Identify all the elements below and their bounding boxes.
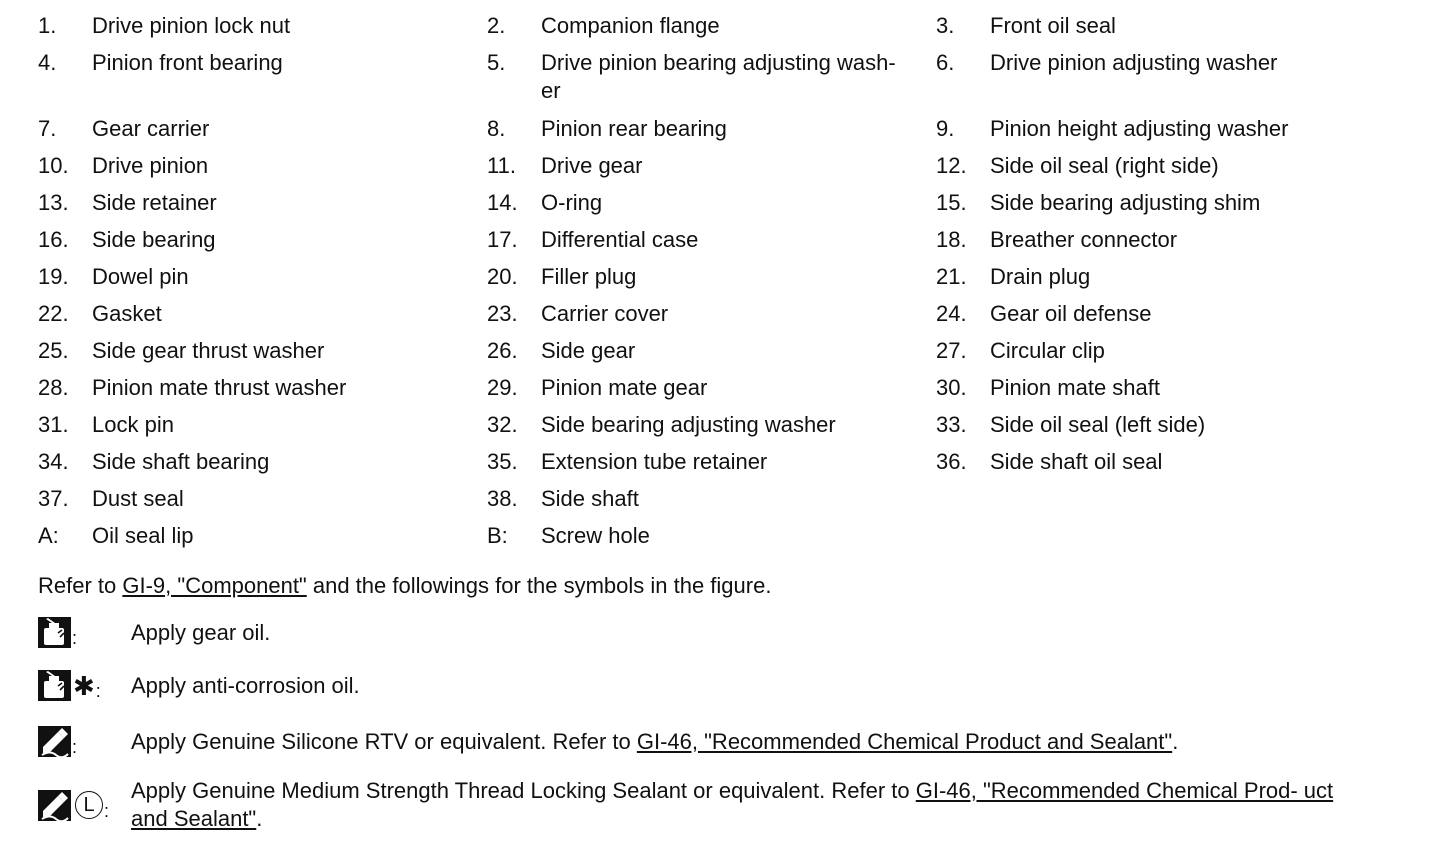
legend-item-number: 23.	[487, 301, 518, 326]
silicone-text-after: .	[1172, 728, 1179, 754]
legend-item-number: 16.	[38, 227, 69, 252]
legend-item-label: Pinion height adjusting washer	[990, 116, 1289, 141]
legend-item-number: 31.	[38, 412, 69, 437]
legend-item-label: Drive gear	[541, 153, 643, 178]
oil-can-icon	[38, 617, 71, 648]
legend-item-number: 28.	[38, 375, 69, 400]
legend-item-number: 15.	[936, 190, 967, 215]
legend-item-number	[936, 485, 990, 513]
legend-item-label: Pinion mate gear	[541, 375, 708, 400]
legend-item-label: Pinion mate thrust washer	[92, 375, 347, 400]
legend-item-number: 17.	[487, 227, 518, 252]
refer-text-after: and the followings for the symbols in the figure.	[306, 573, 772, 598]
asterisk-icon: ✱	[73, 670, 95, 701]
sealant-link-2[interactable]: GI-46, "Recommended Chemical Prod- uct and Sealant"	[131, 778, 1334, 831]
legend-item-number: 34.	[38, 449, 69, 474]
legend-item	[38, 12, 487, 40]
symbol-silicone-rtv	[38, 726, 1371, 757]
legend-row	[38, 337, 1418, 365]
legend-item	[936, 49, 1385, 105]
legend-item-number: 6.	[936, 50, 955, 75]
legend-item-label: Breather connector	[990, 227, 1178, 252]
legend-item-label: Differential case	[541, 227, 699, 252]
legend-item-label: Side bearing	[92, 227, 216, 252]
legend-item-number: 9.	[936, 116, 955, 141]
legend-row	[38, 152, 1418, 180]
legend-item	[936, 115, 1385, 143]
legend-item-number	[936, 522, 990, 550]
legend-item	[487, 152, 936, 180]
legend-item-label: Side shaft oil seal	[990, 449, 1163, 474]
legend-item-label: Dust seal	[92, 486, 184, 511]
legend-item-label: Side shaft bearing	[92, 449, 270, 474]
symbol-colon: :	[72, 628, 78, 648]
legend-item-number: 30.	[936, 375, 967, 400]
legend-item-label: Side gear	[541, 338, 636, 363]
legend-item-number: 5.	[487, 50, 506, 75]
thread-lock-text-before: Apply Genuine Medium Strength Thread Locking Sealant or equivalent. Refer to	[131, 778, 916, 803]
legend-item-label: Lock pin	[92, 412, 174, 437]
legend-item-number: 22.	[38, 301, 69, 326]
legend-item-number: 32.	[487, 412, 518, 437]
anti-corrosion-instruction: Apply anti-corrosion oil.	[131, 672, 360, 698]
legend-item	[936, 374, 1385, 402]
thread-lock-badge-letter: L	[83, 793, 95, 816]
legend-item	[38, 300, 487, 328]
legend-item-label: Pinion front bearing	[92, 50, 283, 75]
legend-item-label: Drive pinion lock nut	[92, 13, 291, 38]
legend-row	[38, 263, 1418, 291]
legend-item-label: Gear carrier	[92, 116, 210, 141]
thread-lock-instruction	[131, 777, 1371, 833]
legend-item-number: B:	[487, 523, 508, 548]
component-link[interactable]: GI-9, "Component"	[122, 573, 307, 598]
legend-item-number: 33.	[936, 412, 967, 437]
silicone-text-before: Apply Genuine Silicone RTV or equivalent. Refer to	[131, 728, 637, 754]
legend-item-number: 12.	[936, 153, 967, 178]
legend-item	[38, 189, 487, 217]
legend-item-number: 18.	[936, 227, 967, 252]
legend-row	[38, 189, 1418, 217]
legend-item	[936, 12, 1385, 40]
symbol-colon: :	[72, 737, 78, 757]
legend-item	[936, 189, 1385, 217]
legend-item	[487, 300, 936, 328]
legend-item	[38, 374, 487, 402]
legend-item-label: Gear oil defense	[990, 301, 1152, 326]
legend-item-label: Pinion rear bearing	[541, 116, 727, 141]
legend-item-number: 36.	[936, 449, 967, 474]
legend-item-number: 25.	[38, 338, 69, 363]
legend-item-label: Oil seal lip	[92, 523, 194, 548]
legend-item-number: 1.	[38, 13, 57, 38]
gear-oil-instruction: Apply gear oil.	[131, 619, 271, 645]
legend-item	[936, 411, 1385, 439]
legend-item	[38, 337, 487, 365]
legend-item	[38, 115, 487, 143]
legend-item-label: Dowel pin	[92, 264, 189, 289]
legend-item-label: Side oil seal (right side)	[990, 153, 1219, 178]
legend-item	[487, 115, 936, 143]
legend-item-label: Pinion mate shaft	[990, 375, 1160, 400]
legend-item-number: 37.	[38, 486, 69, 511]
legend-item-number: 24.	[936, 301, 967, 326]
legend-row	[38, 448, 1418, 476]
legend-item	[487, 485, 936, 513]
legend-item	[487, 337, 936, 365]
legend-item	[38, 448, 487, 476]
legend-item-label: Circular clip	[990, 338, 1105, 363]
parts-legend	[38, 12, 1418, 559]
legend-item-number: 3.	[936, 13, 955, 38]
legend-row	[38, 374, 1418, 402]
legend-item	[38, 49, 487, 105]
symbol-colon: :	[104, 800, 110, 821]
legend-item-label: Front oil seal	[990, 13, 1116, 38]
legend-item-label: Companion flange	[541, 13, 720, 38]
legend-item	[936, 522, 1385, 550]
legend-item	[487, 49, 936, 105]
legend-item	[487, 263, 936, 291]
legend-item	[38, 522, 487, 550]
legend-row	[38, 411, 1418, 439]
legend-item	[487, 12, 936, 40]
legend-item-label: Drive pinion adjusting washer	[990, 50, 1278, 75]
legend-item-label: Side gear thrust washer	[92, 338, 325, 363]
legend-row	[38, 522, 1418, 550]
legend-item-number: 21.	[936, 264, 967, 289]
legend-item	[936, 337, 1385, 365]
legend-item-label: Extension tube retainer	[541, 449, 768, 474]
legend-item	[487, 411, 936, 439]
legend-item	[936, 263, 1385, 291]
legend-item	[38, 485, 487, 513]
legend-item-label: Drive pinion	[92, 153, 209, 178]
sealant-icon	[38, 726, 71, 757]
legend-item	[936, 300, 1385, 328]
legend-item-label: O-ring	[541, 190, 603, 215]
symbols-reference	[38, 572, 771, 600]
symbol-anti-corrosion-oil	[38, 670, 1371, 701]
legend-item-number: 4.	[38, 50, 57, 75]
legend-item	[487, 448, 936, 476]
legend-item-number: 26.	[487, 338, 518, 363]
legend-item	[487, 374, 936, 402]
legend-item-label: Drain plug	[990, 264, 1091, 289]
legend-item	[38, 226, 487, 254]
legend-item-number: 13.	[38, 190, 69, 215]
legend-row	[38, 300, 1418, 328]
legend-item-label: Side bearing adjusting washer	[541, 412, 836, 437]
legend-item-number: 27.	[936, 338, 967, 363]
legend-item-number: A:	[38, 523, 59, 548]
thread-lock-text-after: .	[256, 806, 263, 831]
legend-item-label	[990, 485, 1370, 513]
legend-item	[38, 263, 487, 291]
legend-row	[38, 49, 1418, 105]
sealant-link[interactable]: GI-46, "Recommended Chemical Product and Sealant"	[636, 728, 1173, 754]
legend-item-number: 19.	[38, 264, 69, 289]
symbol-colon: :	[95, 681, 101, 701]
legend-item-number: 14.	[487, 190, 518, 215]
legend-item-number: 35.	[487, 449, 518, 474]
legend-item	[936, 152, 1385, 180]
legend-item-label: Side shaft	[541, 486, 639, 511]
symbol-gear-oil	[38, 617, 1371, 648]
legend-item	[936, 448, 1385, 476]
legend-item	[38, 411, 487, 439]
legend-item	[936, 226, 1385, 254]
legend-item-label: Filler plug	[541, 264, 637, 289]
legend-item	[487, 522, 936, 550]
legend-item-label	[990, 522, 1370, 550]
legend-item-number: 10.	[38, 153, 69, 178]
legend-item-number: 2.	[487, 13, 506, 38]
legend-row	[38, 226, 1418, 254]
legend-item-number: 8.	[487, 116, 506, 141]
legend-item-label: Side oil seal (left side)	[990, 412, 1206, 437]
legend-item-label: Drive pinion bearing adjusting wash- er	[541, 50, 896, 103]
legend-item	[936, 485, 1385, 513]
legend-item	[487, 226, 936, 254]
legend-item-label: Carrier cover	[541, 301, 669, 326]
legend-item-number: 7.	[38, 116, 57, 141]
legend-row	[38, 115, 1418, 143]
refer-text-before: Refer to	[38, 573, 123, 598]
sealant-thread-lock-icon	[38, 790, 71, 821]
silicone-instruction	[131, 728, 1371, 756]
legend-item-number: 38.	[487, 486, 518, 511]
legend-item-label: Side bearing adjusting shim	[990, 190, 1261, 215]
symbol-thread-locking-sealant	[38, 777, 1371, 833]
legend-row	[38, 485, 1418, 513]
legend-item-label: Screw hole	[541, 523, 650, 548]
legend-item-number: 11.	[487, 153, 516, 178]
legend-item-label: Gasket	[92, 301, 162, 326]
legend-item	[38, 152, 487, 180]
legend-item-label: Side retainer	[92, 190, 217, 215]
legend-row	[38, 12, 1418, 40]
thread-lock-badge-icon	[75, 791, 103, 819]
oil-can-asterisk-icon	[38, 670, 71, 701]
legend-item-number: 20.	[487, 264, 518, 289]
legend-item	[487, 189, 936, 217]
legend-item-number: 29.	[487, 375, 518, 400]
